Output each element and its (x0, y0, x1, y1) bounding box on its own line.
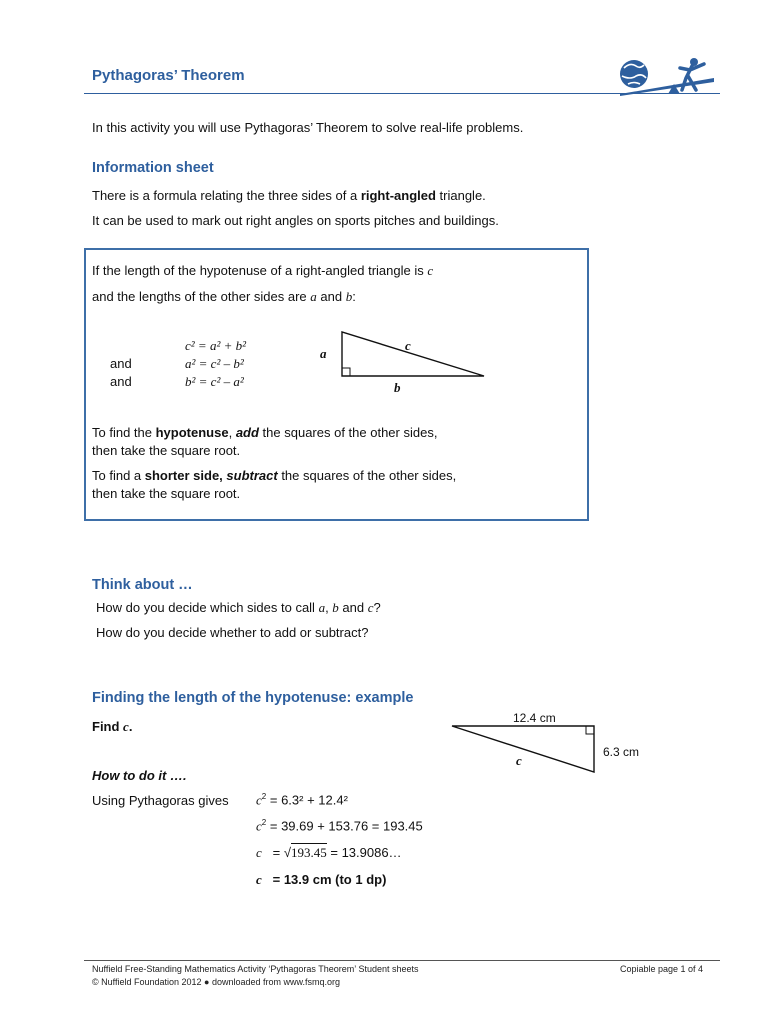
formula-and-2: and (110, 374, 132, 389)
footer-line-1: Nuffield Free-Standing Mathematics Activity ‘Pythagoras Theorem’ Student sheets (92, 964, 419, 974)
find-var: c (123, 719, 129, 734)
find-post: . (128, 719, 133, 734)
think-q1-sep: , (325, 600, 333, 615)
header-rule (84, 93, 720, 94)
find-c (92, 719, 132, 735)
think-question-2: How do you decide whether to add or subtract? (96, 625, 369, 640)
info-line-1-pre: There is a formula relating the three sides of a (92, 188, 361, 203)
short-bold: shorter side, (144, 468, 223, 483)
formula-2: a² = c² – b² (185, 356, 244, 371)
working-step-4 (256, 872, 386, 888)
think-q1-pre: How do you decide which sides to call (96, 600, 319, 615)
think-q1-a: a (318, 600, 326, 615)
example-triangle (448, 720, 598, 776)
info-heading: Information sheet (92, 160, 214, 176)
tri-label-c: c (405, 338, 411, 353)
step-4-rhs: = 13.9 cm (to 1 dp) (272, 872, 387, 887)
working-step-3 (256, 845, 402, 861)
info-line-1 (92, 188, 486, 203)
step-2-lhs: c (256, 818, 262, 834)
box-line-1 (92, 263, 433, 279)
hyp-bold: hypotenuse (155, 425, 229, 440)
find-pre: Find (92, 719, 124, 734)
info-line-1-bold: right-angled (360, 188, 436, 203)
think-q1-b: b (332, 600, 339, 615)
formula-1: c² = a² + b² (185, 338, 247, 353)
box-line-2-pre: and the lengths of the other sides are (92, 289, 311, 304)
info-line-2: It can be used to mark out right angles on sports pitches and buildings. (92, 213, 499, 228)
hyp-add: add (235, 425, 259, 440)
working-step-1: $c^2 = 6.3^2 + 12.4^2$ (256, 792, 348, 808)
short-rule-line-2: then take the square root. (92, 486, 241, 501)
think-q1-post: ? (373, 600, 381, 615)
think-q1-c: c (367, 600, 374, 615)
think-q1-and: and (338, 600, 368, 615)
example-side-label: 6.3 cm (603, 745, 640, 759)
box-line-2 (92, 289, 356, 305)
info-line-1-post: triangle. (435, 188, 486, 203)
step-3-lhs: c (256, 845, 262, 860)
example-heading: Finding the length of the hypotenuse: example (92, 690, 414, 706)
intro-text: In this activity you will use Pythagoras’ Theorem to solve real-life problems. (92, 120, 524, 135)
example-hyp-label: c (516, 753, 522, 768)
using-pythagoras: Using Pythagoras gives (92, 793, 229, 808)
page-title: Pythagoras’ Theorem (92, 67, 245, 84)
short-pre: To find a (92, 468, 145, 483)
formula-and-1: and (110, 356, 132, 371)
formula-3: b² = c² – a² (185, 374, 244, 389)
example-top-label: 12.4 cm (513, 711, 556, 725)
footer-rule (84, 960, 720, 961)
hyp-rule-line-2: then take the square root. (92, 443, 241, 458)
step-1-lhs: c (256, 792, 262, 808)
box-var-a: a (310, 289, 317, 304)
step-2-rhs: = 39.69 + 153.76 = 193.45 (269, 818, 423, 834)
box-var-c: c (427, 263, 434, 278)
step-3-root: 193.45 (290, 845, 327, 860)
hyp-comma: , (228, 425, 236, 440)
short-sub: subtract (222, 468, 278, 483)
short-post: the squares of the other sides, (277, 468, 457, 483)
step-3-eq: = (272, 845, 281, 860)
reference-triangle (336, 328, 492, 384)
step-3-rhs: = 13.9086… (330, 845, 402, 860)
hyp-pre: To find the (92, 425, 156, 440)
short-rule-line-1 (92, 468, 456, 483)
footer-line-2: © Nuffield Foundation 2012 ● downloaded from www.fsmq.org (92, 977, 341, 987)
tri-label-a: a (320, 346, 327, 361)
box-line-1-pre: If the length of the hypotenuse of a right-angled triangle is (92, 263, 428, 278)
working-step-2: $c^2 = 39.69 + 153.76 = 193.45$ (256, 818, 423, 834)
box-line-2-post: : (352, 289, 356, 304)
box-line-2-and: and (316, 289, 346, 304)
box-var-b: b (345, 289, 353, 304)
step-1-rhs: = 6.3² + 12.4² (269, 792, 348, 808)
tri-label-b: b (394, 380, 401, 395)
nuffield-logo-icon (616, 54, 720, 98)
how-to-label: How to do it …. (92, 768, 187, 783)
think-question-1 (96, 600, 381, 616)
sqrt-symbol-icon: √ (283, 845, 291, 860)
think-heading: Think about … (92, 577, 193, 593)
hyp-rule-line-1 (92, 425, 437, 440)
step-4-lhs: c (256, 872, 262, 887)
footer-page-number: Copiable page 1 of 4 (620, 964, 704, 974)
hyp-post: the squares of the other sides, (258, 425, 438, 440)
